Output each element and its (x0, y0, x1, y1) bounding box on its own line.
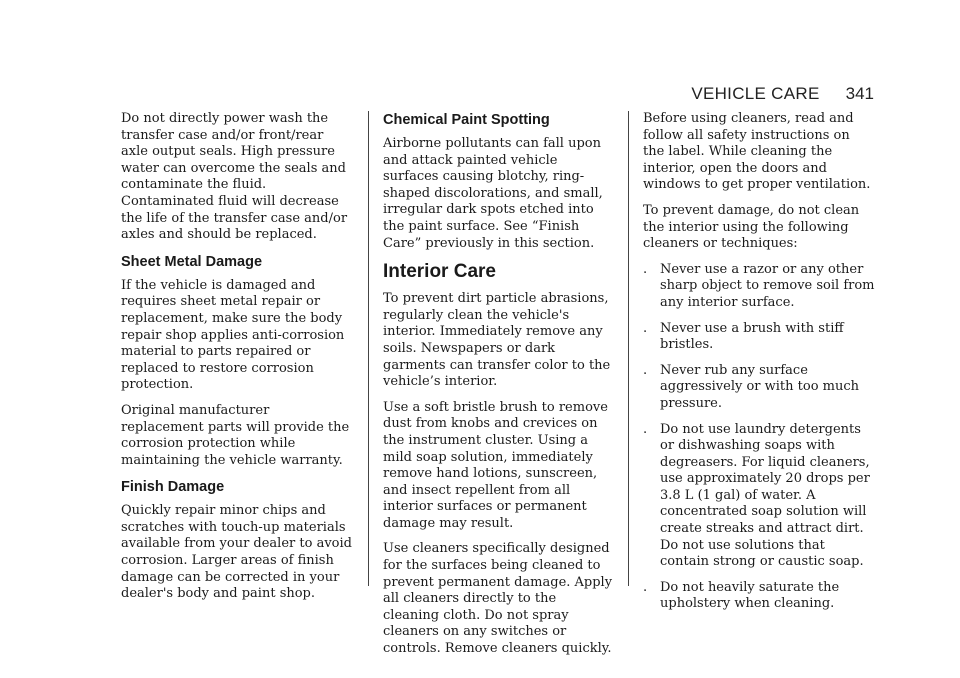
interior-care-paragraph: To prevent dirt particle abrasions, regularly clean the vehicle's interior. Immediately remove any soils. Newspapers or dark garments can transfer color to the vehicle’s interior. (383, 291, 611, 390)
bullet-marker: . (643, 362, 648, 378)
power-wash-paragraph: Do not directly power wash the transfer case and/or front/rear axle output seals. High pressure water can overcome the seals and contaminate the fluid. Contaminated fluid will decrease the life of the transfer case and/or axles and should be replaced. (121, 111, 348, 243)
sheet-metal-paragraph: If the vehicle is damaged and requires sheet metal repair or replacement, make sure the body repair shop applies anti-corrosion material to parts repaired or replaced to restore corrosion protection. (121, 277, 345, 393)
chemical-paint-heading: Chemical Paint Spotting (383, 112, 550, 128)
safety-instructions-paragraph: Before using cleaners, read and follow all safety instructions on the label. While cleaning the interior, open the doors and windows to get proper ventilation. (643, 111, 871, 193)
list-item-text: Do not use laundry detergents or dishwashing soaps with degreasers. For liquid cleaners, use approximately 20 drops per 3.8 L (1 gal) of water. A concentrated soap solution will create streaks and attract dirt. Do not use solutions that contain strong or caustic soap. (660, 421, 870, 570)
list-item-text: Never rub any surface aggressively or with too much pressure. (660, 362, 860, 411)
list-item-text: Never use a razor or any other sharp object to remove soil from any interior surface. (660, 261, 875, 310)
list-item (643, 580, 875, 613)
bullet-marker: . (643, 261, 648, 277)
sheet-metal-heading: Sheet Metal Damage (121, 253, 263, 270)
cleaning-warnings-list (643, 262, 875, 613)
page-header (691, 84, 874, 104)
finish-damage-heading: Finish Damage (121, 479, 225, 496)
interior-care-heading: Interior Care (383, 261, 496, 283)
list-item (643, 422, 875, 571)
column-3 (643, 111, 875, 622)
list-item-text: Never use a brush with stiff bristles. (660, 320, 844, 353)
column-divider (628, 111, 629, 586)
section-title: VEHICLE CARE (691, 84, 820, 103)
column-2 (383, 111, 615, 667)
replacement-parts-paragraph: Original manufacturer replacement parts will provide the corrosion protection while maintaining the vehicle warranty. (121, 402, 350, 468)
list-item (643, 262, 875, 312)
column-1 (121, 111, 353, 612)
prevent-damage-paragraph: To prevent damage, do not clean the interior using the following cleaners or techniques: (643, 202, 860, 252)
list-item (643, 363, 875, 413)
list-item-text: Do not heavily saturate the upholstery when cleaning. (660, 579, 840, 612)
bullet-marker: . (643, 320, 648, 336)
column-divider (368, 111, 369, 586)
chemical-paint-paragraph: Airborne pollutants can fall upon and attack painted vehicle surfaces causing blotchy, ring-shaped discolorations, and small, irregular dark spots etched into the paint surface. See “Finish Care” previously in this section. (383, 136, 603, 251)
soft-brush-paragraph: Use a soft bristle brush to remove dust from knobs and crevices on the instrument cluster. Using a mild soap solution, immediately remove hand lotions, sunscreen, and insect repellent from all interior surfaces or permanent damage may result. (383, 399, 608, 531)
cleaners-paragraph: Use cleaners specifically designed for the surfaces being cleaned to prevent permanent damage. Apply all cleaners directly to the cleaning cloth. Do not spray cleaners on any switches or controls. Remove cleaners quickly. (383, 541, 613, 657)
page-number: 341 (845, 84, 874, 103)
list-item (643, 321, 875, 354)
finish-damage-paragraph: Quickly repair minor chips and scratches with touch-up materials available from your dealer to avoid corrosion. Larger areas of finish damage can be corrected in your dealer's body and paint shop. (121, 503, 352, 602)
bullet-marker: . (643, 421, 648, 437)
bullet-marker: . (643, 579, 648, 595)
